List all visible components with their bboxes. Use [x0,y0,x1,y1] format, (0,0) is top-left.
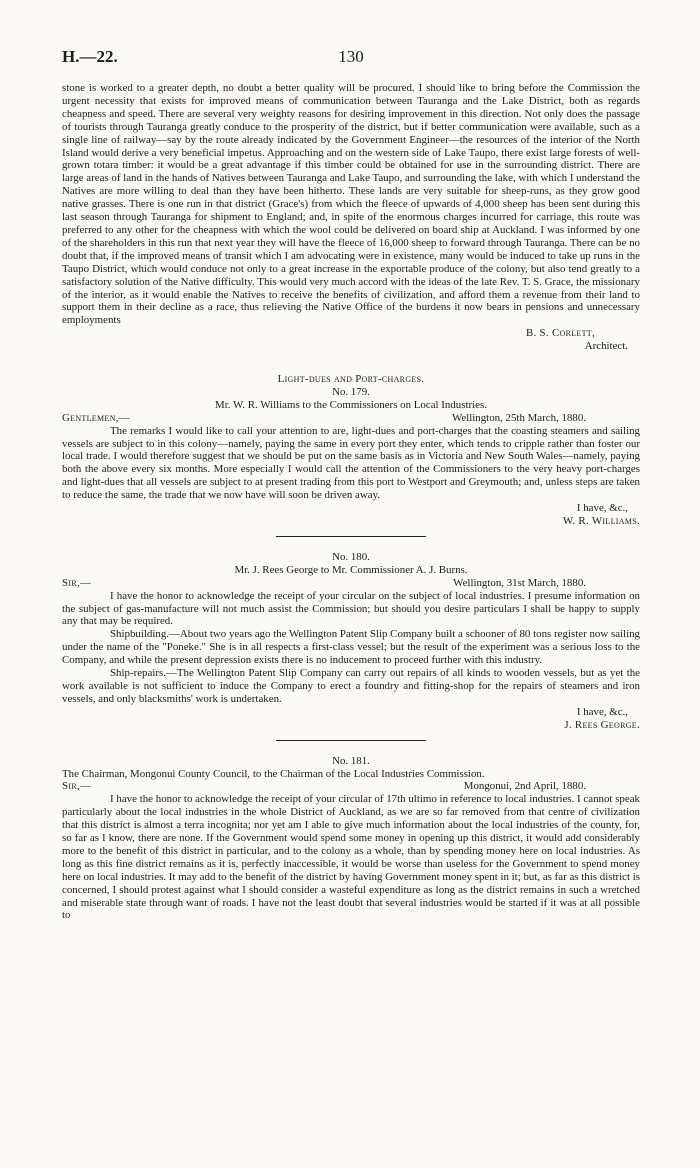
letter-paragraph: I have the honor to acknowledge the receipt of your circular of 17th ultimo in reference to local industries. I cannot speak particularly about the local industries in the whole District of Auckland, as we are so far removed from that centre of civilization that this district is almost a terra incognita; nor yet am I able to give much information about the local industries of the county, for, so far as I know, there are none. If the Government would spend some money in opening up this district, it would add considerably more to the benefit of this district in particular, and to the colony as a whole, than by spending money here on local industries. As long as this fine district remains as it is, perfectly inaccessible, it would be worse than useless for the Government to spend money here on local industries. It may add to the benefit of the district by having Government money spent in it; but, as far as this district is concerned, I should protest against what I should consider a wasteful expenditure as long as the district remains in such a wretched and miserable state through want of roads. I have not the least doubt that several industries would be started if it was at all possible to [62,793,640,922]
letter-heading: Mr. W. R. Williams to the Commissioners on Local Industries. [215,398,487,411]
page-number: 130 [338,47,364,66]
letter-heading: Mr. J. Rees George to Mr. Commissioner A. J. Burns. [234,563,468,576]
letter-paragraph: The remarks I would like to call your attention to are, light-dues and port-charges that the coasting steamers and sailing vessels are subject to in this colony—namely, paying the same in every port they enter, which tends to cripple rather than foster our local trade. I would therefore suggest that we should be put on the same basis as in Victoria and New South Wales—namely, paying both the above every six months. More especially I would call the attention of the Commissioners to the very heavy port-charges and light-dues that all vessels are subject to at present trading from this port to Westport and Greymouth; and, unless steps are taken to reduce the same, the trade that we now have will soon be driven away. [62,424,640,502]
letter-number: No. 181. [332,754,370,767]
section-title: Light-dues and Port-charges. [277,373,425,386]
letter-salutation-row [62,577,640,590]
letter-closing: I have, &c., [576,502,628,515]
letter-number: No. 180. [332,550,370,563]
intro-signatory: B. S. Corlett, [525,327,595,340]
letter-number: No. 179. [332,385,370,398]
letter-salutation-row [62,780,640,793]
dateline: Wellington, 31st March, 1880. [453,576,586,589]
running-header [62,47,640,67]
letter-closing: I have, &c., [576,705,628,718]
salutation: Sir,— [62,576,92,589]
intro-signatory-title: Architect. [584,340,628,353]
letter-paragraph: Ship-repairs.—The Wellington Patent Slip Company can carry out repairs of all kinds to wooden vessels, but as yet the work available is not sufficient to induce the Company to erect a foundry and fitting-shop for the repairs of steamers and iron vessels, and only blacksmiths' work is undertaken. [62,667,640,705]
salutation: Sir,— [62,780,92,793]
letter-salutation-row [62,412,640,425]
page-body [62,82,640,922]
intro-paragraph: stone is worked to a greater depth, no doubt a better quality will be procured. I should like to bring before the Commission the urgent necessity that exists for improved means of communication between Tauranga and the Lake District, both as regards cheapness and speed. There are several very weighty reasons for desiring improvement in this direction. Not only does the passage of tourists through Tauranga greatly conduce to the prosperity of the district, but if better communication were available, such as a single line of railway—say by the route already indicated by the Government Engineer—the resources of the interior of the North Island would derive a very beneficial impetus. Approaching and on the western side of Lake Taupo, there exist large forests of well-grown totara timber: it would be a great advantage if this timber could be obtained for use in the surrounding district. There are large areas of land in the hands of Natives between Tauranga and Lake Taupo, and surrounding the lake, with which I understand the Natives are more willing to deal than they have been hitherto. These lands are very suitable for sheep-runs, as they grow good native grasses. There is one run in that district (Grace's) from which the fleece of upwards of 4,000 sheep has been sent during this last season through Tauranga for shipment to England; and, in spite of the enormous charges incurred for carriage, this route was preferred to any other for the cheapness with which the wool could be delivered on board ship at Auckland. I was informed by one of the shareholders in this run that next year they will have the fleece of 16,000 sheep to forward through Tauranga. There can be no doubt that, if the improved means of transit which I am advocating were in existence, many would be induced to take up runs in the Taupo District, which would conduce not only to a great increase in the exportable produce of the colony, but also tend greatly to a satisfactory solution of the Native difficulty. This would very much accord with the ideas of the late Rev. T. S. Grace, the missionary of the interior, as it would enable the Natives to receive the benefits of civilization, and afford them a revenue from their land to support them in their decline as a race, thus relieving the Native Office of the burdens it now bears in pensions and unnecessary employments [62,82,640,327]
letter-paragraph: I have the honor to acknowledge the receipt of your circular on the subject of local industries. I presume information on the subject of gas-manufacture will not much assist the Commission; but should you desire particulars I shall be happy to supply any that may be required. [62,589,640,628]
paper-reference: H.—22. [62,47,118,66]
letter-signature: J. Rees George. [564,718,640,731]
dateline: Mongonui, 2nd April, 1880. [463,780,586,793]
letter-paragraph: Shipbuilding.—About two years ago the Wellington Patent Slip Company built a schooner of 80 tons register now sailing under the name of the "Poneke." She is in all respects a first-class vessel; but the result of the experiment was a serious loss to the Company, and while the present depression exists there is no inducement to proceed further with this industry. [62,628,640,667]
letter-signature: W. R. Williams. [562,515,640,527]
letter-heading: The Chairman, Mongonui County Council, to the Chairman of the Local Industries Commission. [62,767,485,780]
dateline: Wellington, 25th March, 1880. [451,411,586,424]
salutation: Gentlemen,— [62,411,130,424]
